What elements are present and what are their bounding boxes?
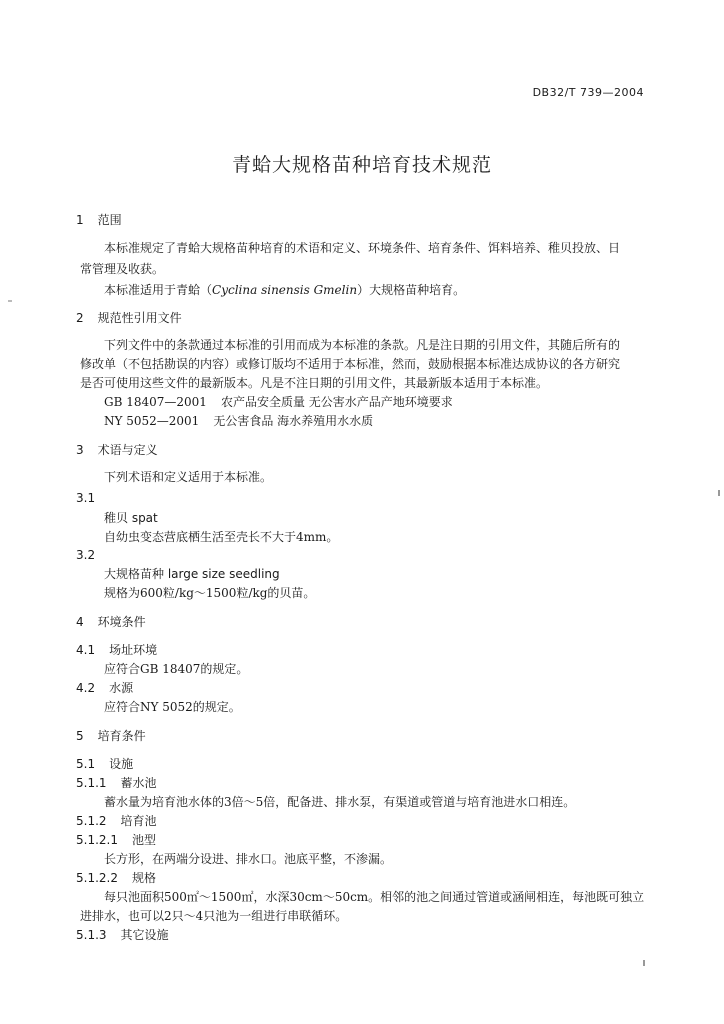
- paragraph-line: 修改单（不包括勘误的内容）或修订版均不适用于本标准，然而，鼓励根据本标准达成协议的各方研究: [80, 357, 621, 371]
- section-title: 术语与定义: [97, 443, 158, 457]
- scan-mark: [718, 490, 720, 496]
- term-heading: 稚贝 spat: [104, 511, 158, 525]
- scan-mark: [643, 960, 645, 966]
- section-3-heading: [76, 442, 158, 458]
- section-number: 5: [76, 729, 84, 743]
- section-5-heading: [76, 728, 146, 744]
- paragraph-line: 下列术语和定义适用于本标准。: [104, 470, 273, 484]
- subsection-heading: [76, 680, 133, 696]
- subsection-heading: [76, 775, 157, 791]
- latin-name: Cyclina sinensis Gmelin: [212, 283, 358, 297]
- subsection-heading: [76, 756, 133, 772]
- paragraph-line: 常管理及收获。: [80, 262, 165, 276]
- paragraph-line: 长方形，在两端分设进、排水口。池底平整，不渗漏。: [104, 852, 393, 866]
- section-2-heading: [76, 310, 182, 326]
- section-number: 1: [76, 213, 84, 227]
- subsection-title: 水源: [109, 681, 134, 695]
- subsection-number: 5.1: [76, 757, 96, 771]
- section-title: 环境条件: [97, 615, 146, 629]
- term-number: 3.1: [76, 491, 96, 505]
- subsection-heading: [76, 642, 157, 658]
- subsection-title: 池型: [131, 833, 156, 847]
- paragraph-line: 应符合NY 5052的规定。: [104, 700, 241, 714]
- scan-mark: [8, 300, 12, 302]
- subsection-heading: [76, 870, 156, 886]
- paragraph-line: 本标准规定了青蛤大规格苗种培育的术语和定义、环境条件、培育条件、饵料培养、稚贝投放、日: [104, 241, 621, 255]
- term-definition: 规格为600粒/kg～1500粒/kg的贝苗。: [104, 586, 316, 600]
- subsection-number: 5.1.2: [76, 814, 107, 828]
- subsection-title: 其它设施: [120, 928, 169, 942]
- paragraph-line: 蓄水量为培育池水体的3倍～5倍，配备进、排水泵，有渠道或管道与培育池进水口相连。: [104, 795, 576, 809]
- section-number: 2: [76, 311, 84, 325]
- subsection-heading: [76, 813, 157, 829]
- subsection-title: 规格: [131, 871, 156, 885]
- paragraph-line: 应符合GB 18407的规定。: [104, 662, 249, 676]
- text-fragment: ）大规格苗种培育。: [357, 283, 466, 297]
- subsection-number: 5.1.2.2: [76, 871, 118, 885]
- reference-code: GB 18407—2001: [104, 395, 207, 409]
- term-number: 3.2: [76, 548, 96, 562]
- subsection-number: 5.1.3: [76, 928, 107, 942]
- subsection-title: 设施: [109, 757, 134, 771]
- subsection-title: 场址环境: [109, 643, 158, 657]
- reference-1: [104, 394, 453, 410]
- subsection-title: 蓄水池: [120, 776, 157, 790]
- section-4-heading: [76, 614, 146, 630]
- standard-code: DB32/T 739—2004: [532, 86, 644, 99]
- section-number: 3: [76, 443, 84, 457]
- text-fragment: 本标准适用于青蛤（: [104, 283, 213, 297]
- section-number: 4: [76, 615, 84, 629]
- section-1-heading: [76, 212, 122, 228]
- term-definition: 自幼虫变态营底栖生活至壳长不大于4mm。: [104, 530, 339, 544]
- reference-title: 无公害食品 海水养殖用水水质: [213, 414, 374, 428]
- paragraph-line: 每只池面积500㎡～1500㎡，水深30cm～50cm。相邻的池之间通过管道或涵闸相连，每池既可独立: [104, 890, 645, 904]
- subsection-number: 4.1: [76, 643, 96, 657]
- paragraph-line: 进排水，也可以2只～4只池为一组进行串联循环。: [80, 909, 348, 923]
- paragraph-line: 是否可使用这些文件的最新版本。凡是不注日期的引用文件，其最新版本适用于本标准。: [80, 376, 549, 390]
- page-title: 青蛤大规格苗种培育技术规范: [231, 154, 492, 176]
- subsection-number: 5.1.1: [76, 776, 107, 790]
- section-title: 规范性引用文件: [97, 311, 182, 325]
- subsection-title: 培育池: [120, 814, 157, 828]
- reference-2: [104, 413, 373, 429]
- paragraph-line: 下列文件中的条款通过本标准的引用而成为本标准的条款。凡是注日期的引用文件，其随后所有的: [104, 338, 621, 352]
- subsection-heading: [76, 832, 156, 848]
- subsection-heading: [76, 927, 169, 943]
- paragraph-line: [104, 282, 465, 298]
- section-title: 范围: [97, 213, 122, 227]
- subsection-number: 5.1.2.1: [76, 833, 118, 847]
- section-title: 培育条件: [97, 729, 146, 743]
- subsection-number: 4.2: [76, 681, 96, 695]
- reference-code: NY 5052—2001: [104, 414, 200, 428]
- term-heading: 大规格苗种 large size seedling: [104, 567, 280, 581]
- reference-title: 农产品安全质量 无公害水产品产地环境要求: [220, 395, 453, 409]
